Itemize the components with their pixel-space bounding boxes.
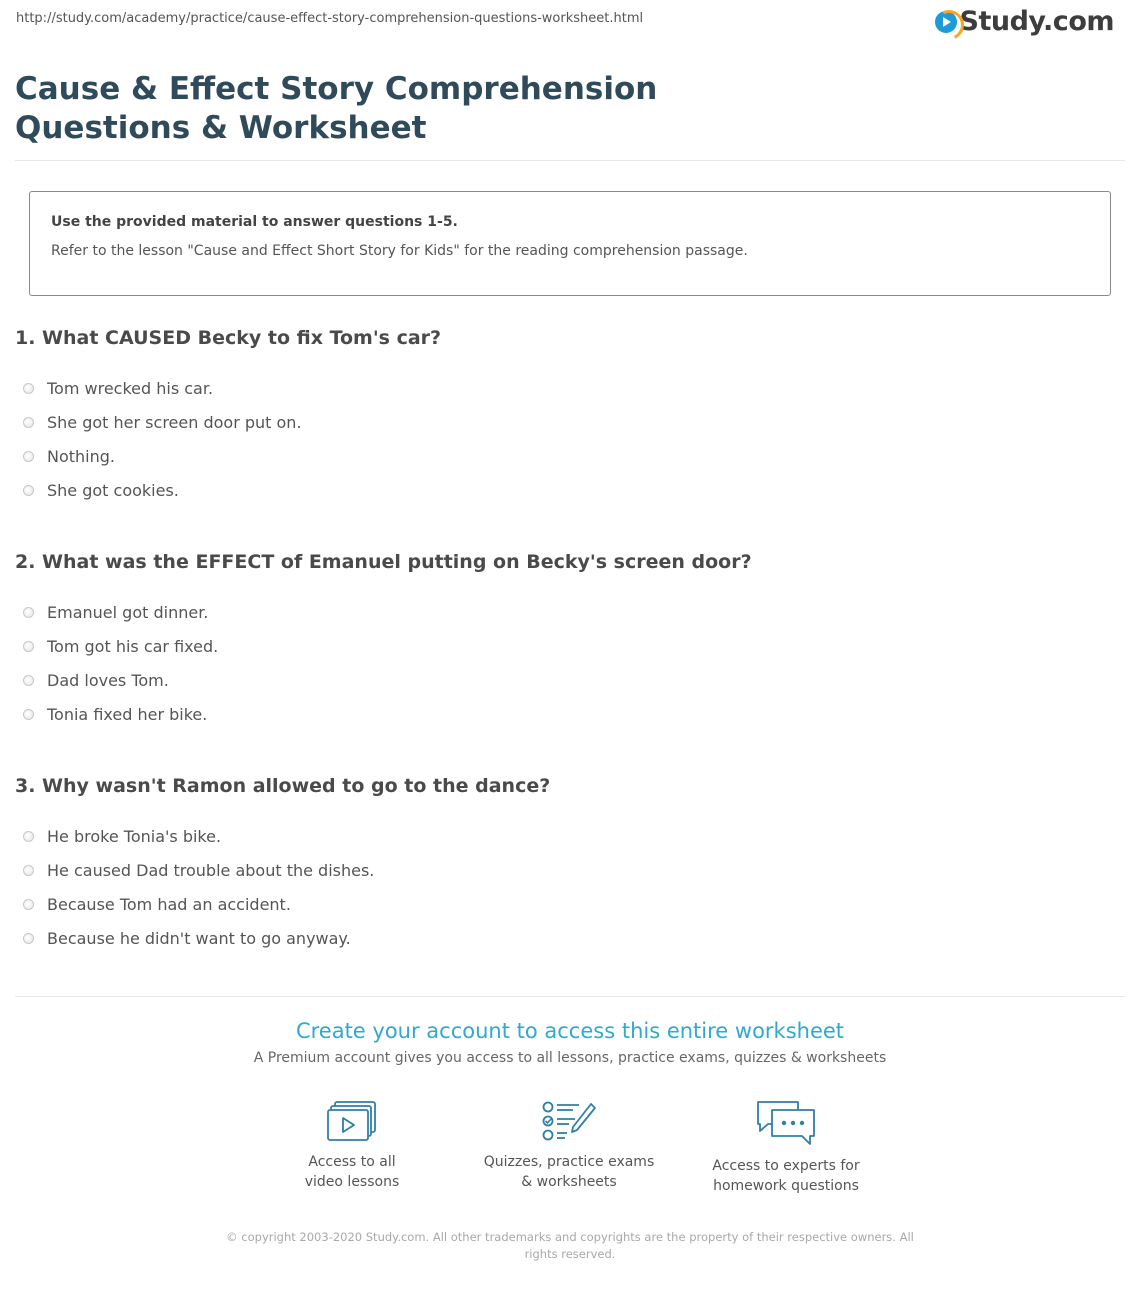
feature-quizzes: [469, 1100, 669, 1192]
answer-label: Emanuel got dinner.: [47, 602, 209, 622]
answer-options: [15, 592, 752, 734]
section-divider: [15, 996, 1125, 997]
page-url: http://study.com/academy/practice/cause-effect-story-comprehension-questions-worksheet.html: [16, 11, 644, 26]
answer-options: [15, 368, 441, 510]
question-1: [15, 327, 441, 510]
feature-experts: [686, 1100, 886, 1196]
instructions-box: [29, 191, 1111, 296]
create-account-link[interactable]: Create your account to access this entire worksheet: [295, 1019, 845, 1043]
answer-label: Because he didn't want to go anyway.: [47, 928, 351, 948]
question-title: 1. What CAUSED Becky to fix Tom's car?: [15, 327, 442, 349]
quiz-checklist-icon: [541, 1100, 597, 1144]
answer-option[interactable]: [15, 694, 752, 734]
radio-button[interactable]: [23, 451, 34, 462]
answer-label: Because Tom had an accident.: [47, 894, 291, 914]
video-lessons-icon: [326, 1100, 378, 1144]
answer-label: Tom wrecked his car.: [47, 378, 214, 398]
premium-description: A Premium account gives you access to all lessons, practice exams, quizzes & worksheets: [253, 1050, 887, 1066]
radio-button[interactable]: [23, 865, 34, 876]
radio-button[interactable]: [23, 641, 34, 652]
answer-label: Dad loves Tom.: [47, 670, 169, 690]
answer-label: She got her screen door put on.: [47, 412, 302, 432]
question-2: [15, 551, 752, 734]
answer-label: He broke Tonia's bike.: [47, 826, 222, 846]
radio-button[interactable]: [23, 383, 34, 394]
question-title: 3. Why wasn't Ramon allowed to go to the dance?: [15, 775, 551, 797]
answer-option[interactable]: [15, 918, 550, 958]
radio-button[interactable]: [23, 417, 34, 428]
radio-button[interactable]: [23, 675, 34, 686]
logo-text: Study.com: [959, 6, 1114, 37]
study-logo-icon: [935, 11, 957, 33]
question-3: [15, 775, 550, 958]
feature-label: Access to experts for homework questions: [712, 1158, 860, 1194]
title-divider: [15, 160, 1125, 161]
chat-bubbles-icon: [754, 1100, 818, 1148]
radio-button[interactable]: [23, 709, 34, 720]
feature-label: Access to all video lessons: [304, 1154, 400, 1190]
instructions-heading: Use the provided material to answer questions 1-5.: [51, 214, 458, 230]
radio-button[interactable]: [23, 933, 34, 944]
answer-label: He caused Dad trouble about the dishes.: [47, 860, 375, 880]
answer-label: She got cookies.: [47, 480, 179, 500]
radio-button[interactable]: [23, 485, 34, 496]
answer-label: Nothing.: [47, 446, 115, 466]
feature-label: Quizzes, practice exams & worksheets: [483, 1154, 655, 1190]
study-logo[interactable]: [935, 6, 1114, 37]
answer-options: [15, 816, 550, 958]
instructions-text: Refer to the lesson "Cause and Effect Short Story for Kids" for the reading comprehension passage.: [51, 243, 748, 259]
radio-button[interactable]: [23, 607, 34, 618]
copyright-text: © copyright 2003-2020 Study.com. All other trademarks and copyrights are the property of their respective owners. All rights reserved.: [226, 1230, 914, 1261]
radio-button[interactable]: [23, 899, 34, 910]
radio-button[interactable]: [23, 831, 34, 842]
question-title: 2. What was the EFFECT of Emanuel putting on Becky's screen door?: [15, 551, 752, 573]
feature-video-lessons: [252, 1100, 452, 1192]
answer-option[interactable]: [15, 470, 441, 510]
answer-label: Tom got his car fixed.: [47, 636, 219, 656]
page-title: Cause & Effect Story Comprehension Questions & Worksheet: [15, 71, 658, 146]
answer-label: Tonia fixed her bike.: [47, 704, 208, 724]
